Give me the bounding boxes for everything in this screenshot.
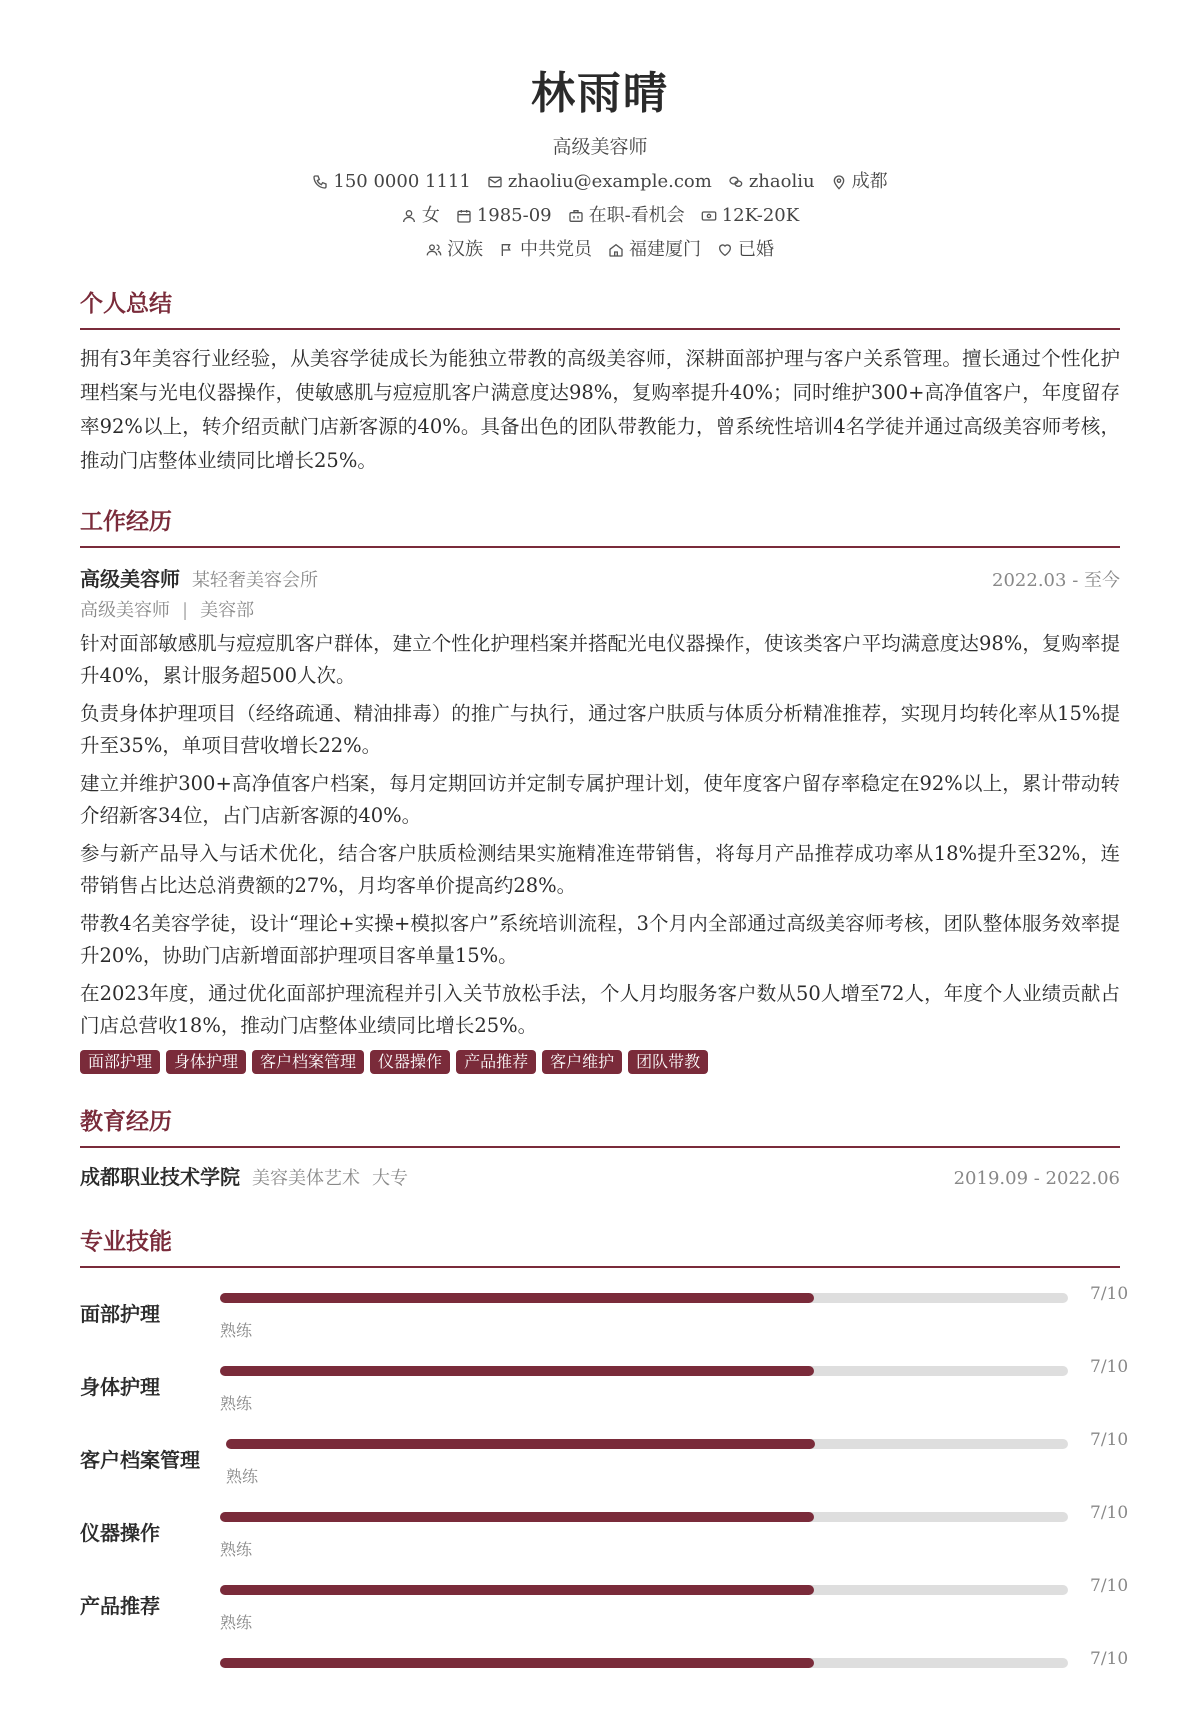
summary-text: 拥有3年美容行业经验，从美容学徒成长为能独立带教的高级美容师，深耕面部护理与客户关系管理。擅长通过个性化护理档案与光电仪器操作，使敏感肌与痘痘肌客户满意度达98%，复购率提升40%；同时维护300+高净值客户，年度留存率92%以上，转介绍贡献门店新客源的40%。具备出色的团队带教能力，曾系统性培训4名学徒并通过高级美容师考核，推动门店整体业绩同比增长25%。 (80, 347, 1120, 472)
people-icon (426, 242, 442, 258)
skill-bar-track (220, 1366, 1068, 1376)
person-icon (401, 208, 417, 224)
skill-row (80, 1426, 1129, 1499)
wechat-text: zhaoliu (748, 171, 815, 192)
skill-bar-track (220, 1512, 1068, 1522)
extra-marital (717, 238, 774, 262)
skill-bar-track (220, 1585, 1068, 1595)
birth-text: 1985-09 (476, 205, 552, 226)
skill-bar-fill (226, 1439, 815, 1449)
skill-score: 7/10 (1090, 1576, 1129, 1596)
extra-row (80, 238, 1120, 262)
job-bullet: 针对面部敏感肌与痘痘肌客户群体，建立个性化护理档案并搭配光电仪器操作，使该类客户平均满意度达98%，复购率提升40%，累计服务超500人次。 (80, 632, 1120, 687)
job-department: 美容部 (200, 600, 255, 621)
skill-name: 面部护理 (80, 1302, 160, 1326)
skill-score: 7/10 (1090, 1357, 1129, 1377)
work-section (80, 506, 1120, 1074)
job-bullet: 带教4名美容学徒，设计“理论+实操+模拟客户”系统培训流程，3个月内全部通过高级美容师考核，团队整体服务效率提升20%，协助门店新增面部护理项目客单量15%。 (80, 912, 1120, 967)
skill-tag: 产品推荐 (456, 1050, 536, 1074)
candidate-title: 高级美容师 (552, 136, 648, 158)
location-icon (831, 174, 847, 190)
job-tags (80, 1050, 1120, 1074)
skill-row (80, 1499, 1129, 1572)
skill-tag: 客户维护 (542, 1050, 622, 1074)
extra-ethnicity (426, 238, 483, 262)
flag-icon (499, 242, 515, 258)
email-text: zhaoliu@example.com (507, 171, 712, 192)
skill-bar-track (220, 1293, 1068, 1303)
calendar-icon (456, 208, 472, 224)
edu-school: 成都职业技术学院 (80, 1165, 240, 1189)
personal-status (568, 204, 685, 228)
skill-score: 7/10 (1090, 1503, 1129, 1523)
skill-row (80, 1645, 1129, 1718)
contact-phone (312, 170, 470, 194)
job-bullet: 建立并维护300+高净值客户档案，每月定期回访并定制专属护理计划，使年度客户留存率稳定在92%以上，累计带动转介绍新客34位，占门店新客源的40%。 (80, 772, 1120, 827)
marital-text: 已婚 (738, 239, 774, 260)
skill-bar-fill (220, 1585, 814, 1595)
education-heading: 教育经历 (80, 1106, 1120, 1148)
personal-birth (456, 204, 552, 228)
education-row (80, 1162, 1120, 1194)
summary-section (80, 288, 1120, 478)
skill-bar-fill (220, 1293, 814, 1303)
skill-score: 7/10 (1090, 1284, 1129, 1304)
edu-degree: 大专 (372, 1168, 408, 1189)
skill-name (80, 1645, 220, 1663)
work-heading: 工作经历 (80, 506, 1120, 548)
skill-score: 7/10 (1090, 1430, 1129, 1450)
resume-page (80, 0, 1129, 1697)
phone-text: 150 0000 1111 (333, 171, 471, 192)
job-company: 某轻奢美容会所 (192, 570, 318, 591)
skill-tag: 仪器操作 (370, 1050, 450, 1074)
job-role: 高级美容师 (80, 600, 170, 621)
skill-row (80, 1572, 1129, 1645)
skill-level: 熟练 (226, 1467, 259, 1486)
skills-section (80, 1226, 1129, 1718)
skill-level: 熟练 (220, 1394, 253, 1413)
status-text: 在职-看机会 (588, 205, 685, 226)
contact-location (831, 170, 888, 194)
salary-text: 12K-20K (721, 205, 800, 226)
skill-bar-track (220, 1658, 1068, 1668)
location-text: 成都 (851, 171, 888, 192)
personal-salary (701, 204, 799, 228)
job-bullet: 参与新产品导入与话术优化，结合客户肤质检测结果实施精准连带销售，将每月产品推荐成功率从18%提升至32%，连带销售占比达总消费额的27%，月均客单价提高约28%。 (80, 842, 1120, 897)
skill-bar-fill (220, 1512, 814, 1522)
job-date: 2022.03 - 至今 (992, 570, 1120, 591)
skill-bar-track (226, 1439, 1068, 1449)
edu-date: 2019.09 - 2022.06 (953, 1168, 1120, 1189)
skill-name: 产品推荐 (80, 1594, 160, 1618)
personal-row (80, 204, 1120, 228)
job-subline (80, 596, 1120, 626)
skill-row (80, 1353, 1129, 1426)
skill-tag: 面部护理 (80, 1050, 160, 1074)
resume-header (80, 66, 1120, 262)
skill-name: 身体护理 (80, 1375, 160, 1399)
skill-tag: 身体护理 (166, 1050, 246, 1074)
hometown-text: 福建厦门 (629, 239, 701, 260)
skill-name: 仪器操作 (80, 1521, 160, 1545)
skills-heading: 专业技能 (80, 1226, 1120, 1268)
skill-bar-fill (220, 1658, 814, 1668)
personal-gender (401, 204, 440, 228)
briefcase-icon (568, 208, 584, 224)
skill-name: 客户档案管理 (80, 1448, 200, 1472)
job-bullets (80, 628, 1120, 1042)
party-text: 中共党员 (520, 239, 592, 260)
skill-score: 7/10 (1090, 1649, 1129, 1669)
job-bullet: 负责身体护理项目（经络疏通、精油排毒）的推广与执行，通过客户肤质与体质分析精准推荐，实现月均转化率从15%提升至35%，单项目营收增长22%。 (80, 702, 1120, 757)
skill-tag: 客户档案管理 (252, 1050, 364, 1074)
job-bullet: 在2023年度，通过优化面部护理流程并引入关节放松手法，个人月均服务客户数从50人增至72人，年度个人业绩贡献占门店总营收18%，推动门店整体业绩同比增长25%。 (80, 982, 1120, 1037)
wechat-icon (728, 174, 744, 190)
money-icon (701, 208, 717, 224)
skill-level: 熟练 (220, 1321, 253, 1340)
skill-level: 熟练 (220, 1613, 253, 1632)
heart-icon (717, 242, 733, 258)
gender-text: 女 (421, 205, 440, 226)
ethnicity-text: 汉族 (447, 239, 483, 260)
extra-party (499, 238, 592, 262)
extra-hometown (608, 238, 701, 262)
job-separator: | (182, 600, 189, 621)
phone-icon (312, 174, 328, 190)
job-position: 高级美容师 (80, 567, 180, 591)
mail-icon (487, 174, 503, 190)
candidate-name: 林雨晴 (531, 68, 669, 119)
education-section (80, 1106, 1120, 1194)
edu-major: 美容美体艺术 (252, 1168, 360, 1189)
contact-email (487, 170, 712, 194)
skill-tag: 团队带教 (628, 1050, 708, 1074)
contact-row (80, 170, 1120, 194)
contact-wechat (728, 170, 815, 194)
skill-level: 熟练 (220, 1540, 253, 1559)
job-header (80, 564, 1120, 596)
summary-heading: 个人总结 (80, 288, 1120, 330)
skill-list (80, 1280, 1129, 1718)
skill-bar-fill (220, 1366, 814, 1376)
skill-row (80, 1280, 1129, 1353)
home-icon (608, 242, 624, 258)
